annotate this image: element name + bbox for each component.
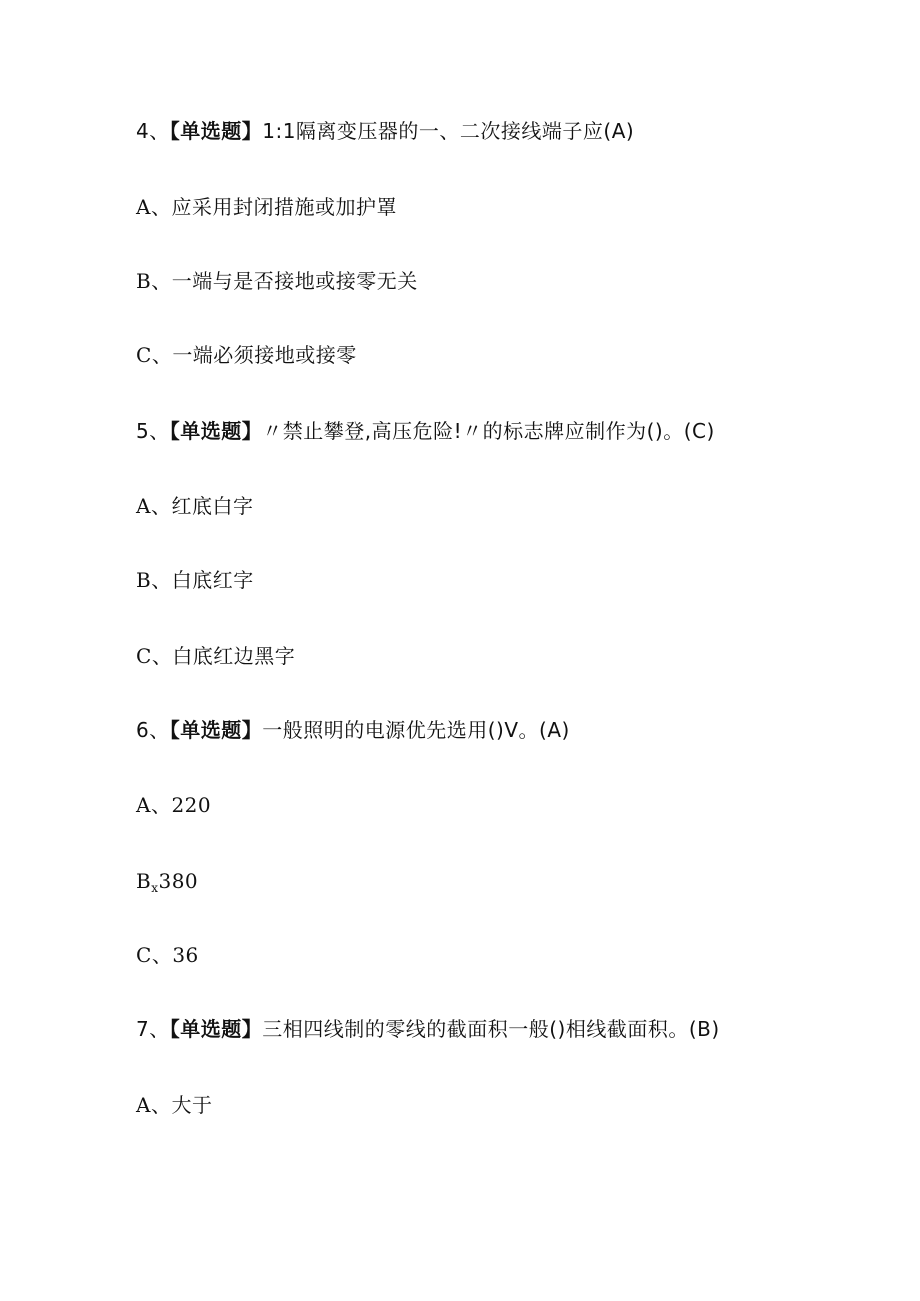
option-text: 白底红边黑字 — [172, 644, 296, 668]
option-text: 380 — [158, 869, 199, 893]
option-separator: 、 — [151, 269, 172, 293]
question-number: 4、 — [136, 119, 170, 143]
option-separator: 、 — [150, 195, 172, 219]
option-letter: C — [136, 943, 152, 967]
option-5c — [136, 643, 295, 669]
question-number: 7、 — [136, 1017, 170, 1041]
option-separator: 、 — [150, 1093, 172, 1117]
question-type: 【单选题】 — [169, 419, 263, 443]
option-text: 一端必须接地或接零 — [172, 343, 357, 367]
option-7a — [136, 1092, 212, 1118]
option-letter: B — [136, 269, 152, 293]
question-7 — [136, 1016, 720, 1042]
option-text: 白底红字 — [171, 568, 254, 592]
option-letter: B — [136, 869, 152, 893]
option-4b — [136, 268, 418, 294]
option-5a — [136, 493, 253, 519]
option-text: 大于 — [171, 1093, 213, 1117]
option-separator: 、 — [151, 644, 173, 668]
option-letter: B — [136, 568, 152, 592]
option-letter: A — [136, 1093, 151, 1117]
question-stem: 三相四线制的零线的截面积一般()相线截面积。 — [262, 1017, 689, 1041]
question-answer: (B) — [688, 1017, 720, 1041]
option-text: 220 — [171, 793, 212, 817]
question-stem: 〃禁止攀登,高压危险!〃的标志牌应制作为()。 — [262, 419, 684, 443]
question-stem: 一般照明的电源优先选用()V。 — [262, 718, 540, 742]
option-separator: 、 — [150, 793, 172, 817]
option-6a — [136, 792, 211, 818]
option-6c — [136, 942, 199, 968]
question-type: 【单选题】 — [169, 1017, 263, 1041]
question-number: 5、 — [136, 419, 170, 443]
question-number: 6、 — [136, 718, 170, 742]
question-type: 【单选题】 — [169, 718, 263, 742]
option-letter: A — [136, 793, 151, 817]
option-separator: 、 — [151, 568, 172, 592]
option-letter: A — [136, 195, 151, 219]
option-4a — [136, 194, 397, 220]
question-answer: (C) — [683, 419, 715, 443]
question-4 — [136, 118, 634, 144]
option-4c — [136, 342, 357, 368]
question-answer: (A) — [539, 718, 570, 742]
question-type: 【单选题】 — [169, 119, 263, 143]
option-letter: A — [136, 494, 151, 518]
option-letter: C — [136, 343, 152, 367]
option-5b — [136, 567, 254, 593]
question-answer: (A) — [603, 119, 635, 143]
option-text: 应采用封闭措施或加护罩 — [171, 195, 397, 219]
question-stem: 1:1隔离变压器的一、二次接线端子应 — [262, 119, 604, 143]
option-text: 红底白字 — [171, 494, 254, 518]
question-5 — [136, 418, 715, 444]
option-separator: x — [151, 881, 159, 895]
option-separator: 、 — [151, 943, 173, 967]
option-6b — [136, 868, 198, 901]
option-letter: C — [136, 644, 152, 668]
option-text: 36 — [172, 943, 199, 967]
option-text: 一端与是否接地或接零无关 — [171, 269, 418, 293]
option-separator: 、 — [150, 494, 172, 518]
question-6 — [136, 717, 570, 743]
option-separator: 、 — [151, 343, 173, 367]
